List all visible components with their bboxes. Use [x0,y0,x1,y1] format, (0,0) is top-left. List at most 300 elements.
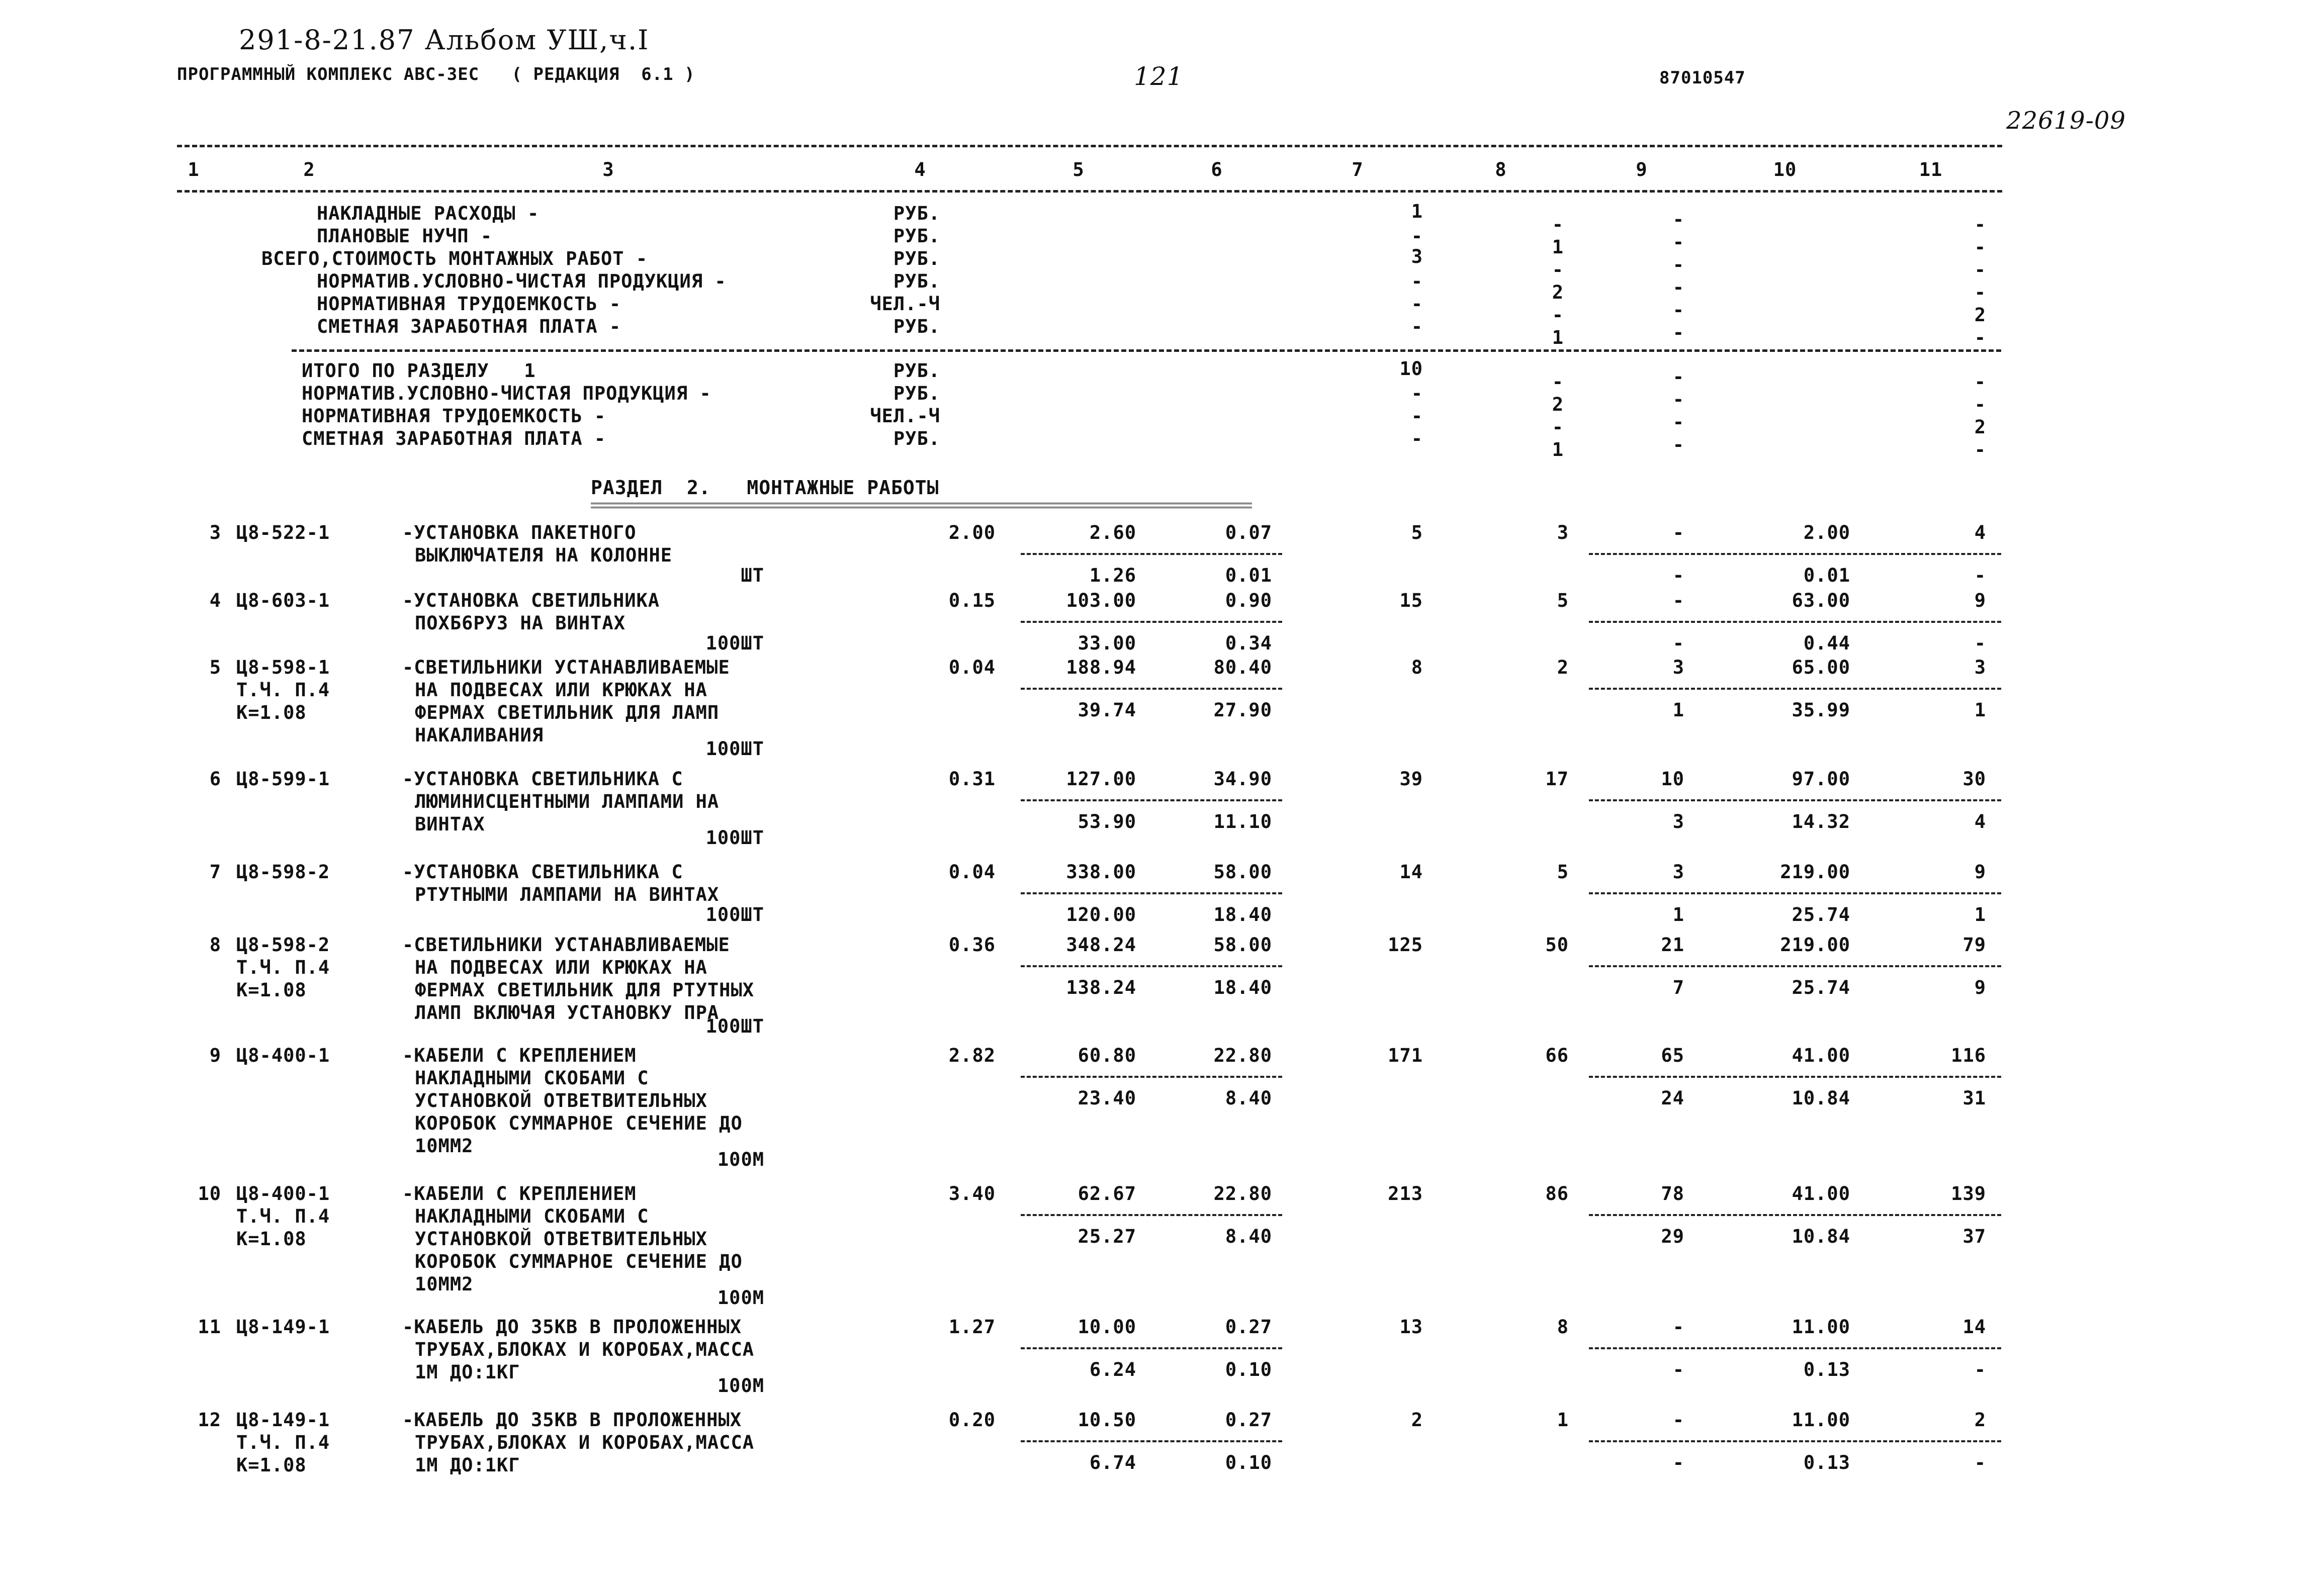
summary-col8: - [1552,416,1564,438]
summary-col7: - [1411,270,1423,292]
row-col11-sub: 4 [1974,811,1986,832]
row-col9: - [1672,1409,1684,1431]
row-number: 11 [198,1316,221,1338]
program-line: ПРОГРАММНЫЙ КОМПЛЕКС АВС-ЗЕС ( РЕДАКЦИЯ 6.1 ) [177,64,695,84]
row-unit: ШТ [741,565,764,586]
row-col9: - [1672,1316,1684,1338]
row-total-wage: 8 [1557,1316,1569,1338]
summary-separator [292,349,2001,352]
row-col10-sub: 0.01 [1803,565,1850,586]
row-unit-wage-sub: 0.01 [1225,565,1272,586]
summary-col9: - [1672,209,1684,230]
row-unit-cost-sub: 23.40 [1078,1087,1136,1109]
row-col10-sub: 0.44 [1803,632,1850,654]
row-subrule [1021,799,1282,801]
row-col10: 219.00 [1780,934,1850,956]
row-col9: 78 [1661,1183,1684,1204]
row-col9: - [1672,590,1684,611]
summary-col8: - [1552,214,1564,235]
summary-col11: - [1974,282,1986,303]
row-subrule-right [1589,1347,2001,1349]
row-total-cost: 13 [1399,1316,1423,1338]
row-unit-cost: 62.67 [1078,1183,1136,1204]
column-header-11: 11 [1919,159,1943,180]
row-description: -КАБЕЛЬ ДО 35КВ В ПРОЛОЖЕННЫХ [402,1409,742,1431]
summary-col9: - [1672,389,1684,410]
row-col10-sub: 25.74 [1792,977,1850,998]
summary-label: НОРМАТИВНАЯ ТРУДОЕМКОСТЬ - [317,293,621,315]
row-total-wage: 3 [1557,522,1569,543]
row-col10: 219.00 [1780,861,1850,883]
row-unit-cost-sub: 53.90 [1078,811,1136,832]
row-col10-sub: 25.74 [1792,904,1850,925]
section-title: РАЗДЕЛ 2. МОНТАЖНЫЕ РАБОТЫ [591,477,939,499]
row-col11: 9 [1974,861,1986,883]
column-header-2: 2 [303,159,315,180]
stamp-number: 22619-09 [2006,107,2126,135]
row-description: ПОХБ6РУЗ НА ВИНТАХ [415,612,625,634]
row-number: 3 [209,522,221,543]
row-col10: 2.00 [1803,522,1850,543]
summary-col8: 2 [1552,394,1564,415]
row-col10: 11.00 [1792,1316,1850,1338]
row-total-wage: 5 [1557,861,1569,883]
row-col11: 3 [1974,657,1986,678]
row-code: Ц8-598-2 [236,861,330,883]
row-description: -КАБЕЛИ С КРЕПЛЕНИЕМ [402,1045,637,1066]
row-unit-cost: 188.94 [1066,657,1136,678]
row-total-wage: 2 [1557,657,1569,678]
summary-label: СМЕТНАЯ ЗАРАБОТНАЯ ПЛАТА - [317,316,621,337]
summary-col7: - [1411,316,1423,337]
row-unit-wage: 58.00 [1213,934,1272,956]
row-description: ТРУБАХ,БЛОКАХ И КОРОБАХ,МАССА [415,1339,755,1360]
row-unit-cost-sub: 138.24 [1066,977,1136,998]
summary-label: НОРМАТИВ.УСЛОВНО-ЧИСТАЯ ПРОДУКЦИЯ - [317,270,727,292]
row-unit-wage-sub: 0.10 [1225,1452,1272,1473]
summary-label: НОРМАТИВ.УСЛОВНО-ЧИСТАЯ ПРОДУКЦИЯ - [302,383,711,404]
row-description: ЛАМП ВКЛЮЧАЯ УСТАНОВКУ ПРА [415,1002,720,1024]
row-unit-cost-sub: 1.26 [1089,565,1136,586]
row-col9-sub: 1 [1672,699,1684,721]
row-description: -УСТАНОВКА СВЕТИЛЬНИКА [402,590,660,611]
column-header-4: 4 [914,159,926,180]
summary-col8: - [1552,371,1564,393]
row-unit: 100М [717,1149,764,1170]
row-col9: - [1672,522,1684,543]
row-code: Т.Ч. П.4 [236,1205,330,1227]
row-quantity: 0.20 [948,1409,996,1431]
row-quantity: 0.04 [948,657,996,678]
row-description: -СВЕТИЛЬНИКИ УСТАНАВЛИВАЕМЫЕ [402,934,730,956]
summary-col9: - [1672,299,1684,321]
row-unit-cost-sub: 120.00 [1066,904,1136,925]
row-quantity: 2.00 [948,522,996,543]
summary-col11: - [1974,327,1986,348]
row-number: 5 [209,657,221,678]
row-description: КОРОБОК СУММАРНОЕ СЕЧЕНИЕ ДО [415,1112,743,1134]
row-unit-cost-sub: 6.24 [1089,1359,1136,1380]
row-code: Ц8-149-1 [236,1409,330,1431]
row-subrule [1021,621,1282,623]
summary-col11: - [1974,236,1986,258]
row-unit-wage: 22.80 [1213,1183,1272,1204]
album-title: 291-8-21.87 Альбом УШ,ч.I [239,24,650,56]
row-total-cost: 2 [1411,1409,1423,1431]
row-description: -КАБЕЛЬ ДО 35КВ В ПРОЛОЖЕННЫХ [402,1316,742,1338]
row-description: ВИНТАХ [415,813,485,835]
row-col9-sub: - [1672,1359,1684,1380]
summary-col8: 1 [1552,327,1564,348]
summary-col9: - [1672,254,1684,275]
summary-unit: РУБ. [893,316,940,337]
summary-col8: 1 [1552,236,1564,258]
summary-col11: - [1974,371,1986,393]
row-col9: 21 [1661,934,1684,956]
row-subrule-right [1589,688,2001,690]
row-col9-sub: - [1672,1452,1684,1473]
row-unit-cost-sub: 33.00 [1078,632,1136,654]
row-unit: 100ШТ [705,738,764,760]
row-description: -УСТАНОВКА СВЕТИЛЬНИКА С [402,768,683,790]
row-code: Ц8-522-1 [236,522,330,543]
row-unit-wage: 0.27 [1225,1409,1272,1431]
row-subrule [1021,1440,1282,1442]
summary-unit: РУБ. [893,225,940,247]
row-subrule-right [1589,621,2001,623]
summary-col8: - [1552,259,1564,281]
row-unit-wage: 0.07 [1225,522,1272,543]
row-description: ФЕРМАХ СВЕТИЛЬНИК ДЛЯ РТУТНЫХ [415,979,755,1001]
column-header-9: 9 [1636,159,1648,180]
row-subrule [1021,688,1282,690]
row-col11-sub: 31 [1962,1087,1986,1109]
row-col11-sub: 9 [1974,977,1986,998]
row-col11: 116 [1951,1045,1986,1066]
row-unit: 100М [717,1287,764,1309]
row-col11: 9 [1974,590,1986,611]
row-description: -КАБЕЛИ С КРЕПЛЕНИЕМ [402,1183,637,1204]
row-col9: 3 [1672,861,1684,883]
row-code: Ц8-599-1 [236,768,330,790]
row-total-cost: 171 [1388,1045,1423,1066]
row-description: ВЫКЛЮЧАТЕЛЯ НА КОЛОННЕ [415,544,673,566]
row-subrule [1021,1347,1282,1349]
row-description: 10ММ2 [415,1135,474,1157]
row-unit-wage-sub: 0.34 [1225,632,1272,654]
row-unit-cost: 338.00 [1066,861,1136,883]
row-unit-cost: 103.00 [1066,590,1136,611]
row-col10-sub: 10.84 [1792,1226,1850,1247]
summary-unit: РУБ. [893,270,940,292]
row-unit-cost-sub: 6.74 [1089,1452,1136,1473]
summary-col9: - [1672,276,1684,298]
row-total-cost: 15 [1399,590,1423,611]
row-number: 4 [209,590,221,611]
summary-unit: РУБ. [893,428,940,449]
row-col9-sub: 24 [1661,1087,1684,1109]
header-rule-top [177,145,2002,147]
row-total-wage: 50 [1545,934,1569,956]
row-description: 10ММ2 [415,1273,474,1295]
row-description: 1М ДО:1КГ [415,1361,520,1383]
summary-col7: - [1411,225,1423,247]
row-code: Ц8-400-1 [236,1183,330,1204]
row-col10: 41.00 [1792,1183,1850,1204]
summary-col7: 3 [1411,246,1423,267]
row-description: -УСТАНОВКА ПАКЕТНОГО [402,522,637,543]
row-description: НАКЛАДНЫМИ СКОБАМИ С [415,1067,649,1089]
row-col11: 4 [1974,522,1986,543]
row-subrule-right [1589,892,2001,894]
row-unit-cost: 2.60 [1089,522,1136,543]
row-col9: 10 [1661,768,1684,790]
row-total-cost: 39 [1399,768,1423,790]
row-col10: 41.00 [1792,1045,1850,1066]
row-unit-wage-sub: 18.40 [1213,904,1272,925]
row-quantity: 0.15 [948,590,996,611]
row-quantity: 0.31 [948,768,996,790]
row-total-wage: 17 [1545,768,1569,790]
row-code: К=1.08 [236,979,307,1001]
row-unit-wage-sub: 0.10 [1225,1359,1272,1380]
row-col9-sub: 3 [1672,811,1684,832]
row-col9-sub: - [1672,632,1684,654]
row-unit-cost-sub: 25.27 [1078,1226,1136,1247]
row-unit-wage: 0.27 [1225,1316,1272,1338]
row-col11-sub: - [1974,565,1986,586]
row-description: НА ПОДВЕСАХ ИЛИ КРЮКАХ НА [415,679,707,701]
summary-label: ВСЕГО,СТОИМОСТЬ МОНТАЖНЫХ РАБОТ - [261,248,648,269]
row-unit: 100М [717,1375,764,1397]
row-quantity: 1.27 [948,1316,996,1338]
summary-label: СМЕТНАЯ ЗАРАБОТНАЯ ПЛАТА - [302,428,606,449]
row-total-cost: 8 [1411,657,1423,678]
row-col11-sub: 37 [1962,1226,1986,1247]
row-quantity: 0.36 [948,934,996,956]
row-description: НАКЛАДНЫМИ СКОБАМИ С [415,1205,649,1227]
row-subrule [1021,965,1282,967]
summary-col9: - [1672,366,1684,388]
row-subrule-right [1589,799,2001,801]
column-header-7: 7 [1352,159,1364,180]
summary-label: НАКЛАДНЫЕ РАСХОДЫ - [317,203,540,224]
row-subrule-right [1589,1214,2001,1216]
summary-col8: - [1552,304,1564,326]
summary-col9: - [1672,411,1684,433]
summary-label: НОРМАТИВНАЯ ТРУДОЕМКОСТЬ - [302,405,606,427]
column-header-1: 1 [188,159,200,180]
row-total-cost: 14 [1399,861,1423,883]
row-description: РТУТНЫМИ ЛАМПАМИ НА ВИНТАХ [415,884,720,905]
row-unit-cost: 348.24 [1066,934,1136,956]
row-total-cost: 5 [1411,522,1423,543]
row-total-wage: 66 [1545,1045,1569,1066]
row-total-wage: 5 [1557,590,1569,611]
row-description: КОРОБОК СУММАРНОЕ СЕЧЕНИЕ ДО [415,1251,743,1272]
summary-col8: 1 [1552,439,1564,460]
row-code: Ц8-149-1 [236,1316,330,1338]
row-col10: 11.00 [1792,1409,1850,1431]
summary-unit: РУБ. [893,203,940,224]
row-col9-sub: 7 [1672,977,1684,998]
row-description: 1М ДО:1КГ [415,1454,520,1476]
row-subrule [1021,892,1282,894]
column-header-5: 5 [1072,159,1085,180]
summary-col11: - [1974,259,1986,281]
row-quantity: 2.82 [948,1045,996,1066]
row-unit-wage-sub: 8.40 [1225,1087,1272,1109]
row-code: Ц8-400-1 [236,1045,330,1066]
row-col11-sub: - [1974,1359,1986,1380]
row-unit-cost: 127.00 [1066,768,1136,790]
row-description: -СВЕТИЛЬНИКИ УСТАНАВЛИВАЕМЫЕ [402,657,730,678]
row-code: Т.Ч. П.4 [236,679,330,701]
row-code: К=1.08 [236,1454,307,1476]
column-header-8: 8 [1495,159,1507,180]
row-subrule [1021,1214,1282,1216]
summary-unit: ЧЕЛ.-Ч [870,405,940,427]
row-col10-sub: 10.84 [1792,1087,1850,1109]
row-col9-sub: - [1672,565,1684,586]
row-code: Ц8-603-1 [236,590,330,611]
row-number: 6 [209,768,221,790]
row-unit-cost: 10.00 [1078,1316,1136,1338]
row-col10-sub: 14.32 [1792,811,1850,832]
summary-col11: 2 [1974,304,1986,326]
column-header-6: 6 [1211,159,1223,180]
document-code: 87010547 [1659,68,1746,88]
row-description: НА ПОДВЕСАХ ИЛИ КРЮКАХ НА [415,957,707,978]
row-description: -УСТАНОВКА СВЕТИЛЬНИКА С [402,861,683,883]
summary-unit: ЧЕЛ.-Ч [870,293,940,315]
row-number: 12 [198,1409,221,1431]
row-col10-sub: 0.13 [1803,1359,1850,1380]
row-number: 8 [209,934,221,956]
row-col10: 63.00 [1792,590,1850,611]
row-col11-sub: 1 [1974,904,1986,925]
row-col11: 2 [1974,1409,1986,1431]
row-col11-sub: 1 [1974,699,1986,721]
row-subrule [1021,553,1282,555]
summary-col11: - [1974,439,1986,460]
summary-unit: РУБ. [893,360,940,382]
row-total-cost: 213 [1388,1183,1423,1204]
row-subrule-right [1589,1076,2001,1078]
row-col11-sub: - [1974,632,1986,654]
summary-label: ПЛАНОВЫЕ НУЧП - [317,225,493,247]
row-col10: 97.00 [1792,768,1850,790]
summary-col11: 2 [1974,416,1986,438]
summary-label: ИТОГО ПО РАЗДЕЛУ 1 [302,360,536,382]
summary-col7: 10 [1399,358,1423,380]
row-description: ТРУБАХ,БЛОКАХ И КОРОБАХ,МАССА [415,1432,755,1453]
row-code: К=1.08 [236,1228,307,1250]
row-number: 7 [209,861,221,883]
row-description: ЛЮМИНИСЦЕНТНЫМИ ЛАМПАМИ НА [415,791,720,812]
row-col11-sub: - [1974,1452,1986,1473]
row-unit-cost-sub: 39.74 [1078,699,1136,721]
summary-col11: - [1974,214,1986,235]
row-number: 10 [198,1183,221,1204]
column-header-10: 10 [1773,159,1797,180]
summary-col8: 2 [1552,282,1564,303]
row-description: НАКАЛИВАНИЯ [415,724,544,746]
row-unit: 100ШТ [705,1015,764,1037]
summary-col9: - [1672,231,1684,253]
row-description: ФЕРМАХ СВЕТИЛЬНИК ДЛЯ ЛАМП [415,702,720,723]
section-underline [591,503,1252,508]
row-code: К=1.08 [236,702,307,723]
row-total-cost: 125 [1388,934,1423,956]
row-col9-sub: 29 [1661,1226,1684,1247]
row-col10-sub: 35.99 [1792,699,1850,721]
row-unit: 100ШТ [705,827,764,849]
summary-col9: - [1672,322,1684,343]
row-unit-wage: 0.90 [1225,590,1272,611]
page-number: 121 [1134,62,1184,91]
summary-col9: - [1672,434,1684,455]
row-code: Ц8-598-2 [236,934,330,956]
row-code: Т.Ч. П.4 [236,1432,330,1453]
row-quantity: 0.04 [948,861,996,883]
summary-unit: РУБ. [893,248,940,269]
row-unit-cost: 60.80 [1078,1045,1136,1066]
summary-col7: - [1411,428,1423,449]
summary-col7: 1 [1411,201,1423,222]
header-rule-bottom [177,190,2002,193]
row-unit-wage-sub: 8.40 [1225,1226,1272,1247]
row-total-wage: 86 [1545,1183,1569,1204]
row-unit-wage-sub: 27.90 [1213,699,1272,721]
row-col10-sub: 0.13 [1803,1452,1850,1473]
row-subrule-right [1589,553,2001,555]
summary-unit: РУБ. [893,383,940,404]
row-description: УСТАНОВКОЙ ОТВЕТВИТЕЛЬНЫХ [415,1090,707,1111]
row-code: Ц8-598-1 [236,657,330,678]
summary-col7: - [1411,405,1423,427]
row-unit-wage: 58.00 [1213,861,1272,883]
column-header-3: 3 [602,159,614,180]
row-quantity: 3.40 [948,1183,996,1204]
row-unit-wage-sub: 11.10 [1213,811,1272,832]
row-col9-sub: 1 [1672,904,1684,925]
row-col11: 14 [1962,1316,1986,1338]
row-subrule [1021,1076,1282,1078]
row-unit: 100ШТ [705,904,764,925]
row-unit: 100ШТ [705,632,764,654]
row-total-wage: 1 [1557,1409,1569,1431]
row-unit-wage-sub: 18.40 [1213,977,1272,998]
summary-col7: - [1411,383,1423,404]
row-unit-cost: 10.50 [1078,1409,1136,1431]
row-number: 9 [209,1045,221,1066]
row-subrule-right [1589,1440,2001,1442]
row-col11: 139 [1951,1183,1986,1204]
row-col11: 30 [1962,768,1986,790]
row-description: УСТАНОВКОЙ ОТВЕТВИТЕЛЬНЫХ [415,1228,707,1250]
row-col9: 3 [1672,657,1684,678]
summary-col11: - [1974,394,1986,415]
row-col10: 65.00 [1792,657,1850,678]
row-unit-wage: 80.40 [1213,657,1272,678]
row-col9: 65 [1661,1045,1684,1066]
row-col11: 79 [1962,934,1986,956]
row-unit-wage: 34.90 [1213,768,1272,790]
row-unit-wage: 22.80 [1213,1045,1272,1066]
summary-col7: - [1411,293,1423,315]
row-code: Т.Ч. П.4 [236,957,330,978]
